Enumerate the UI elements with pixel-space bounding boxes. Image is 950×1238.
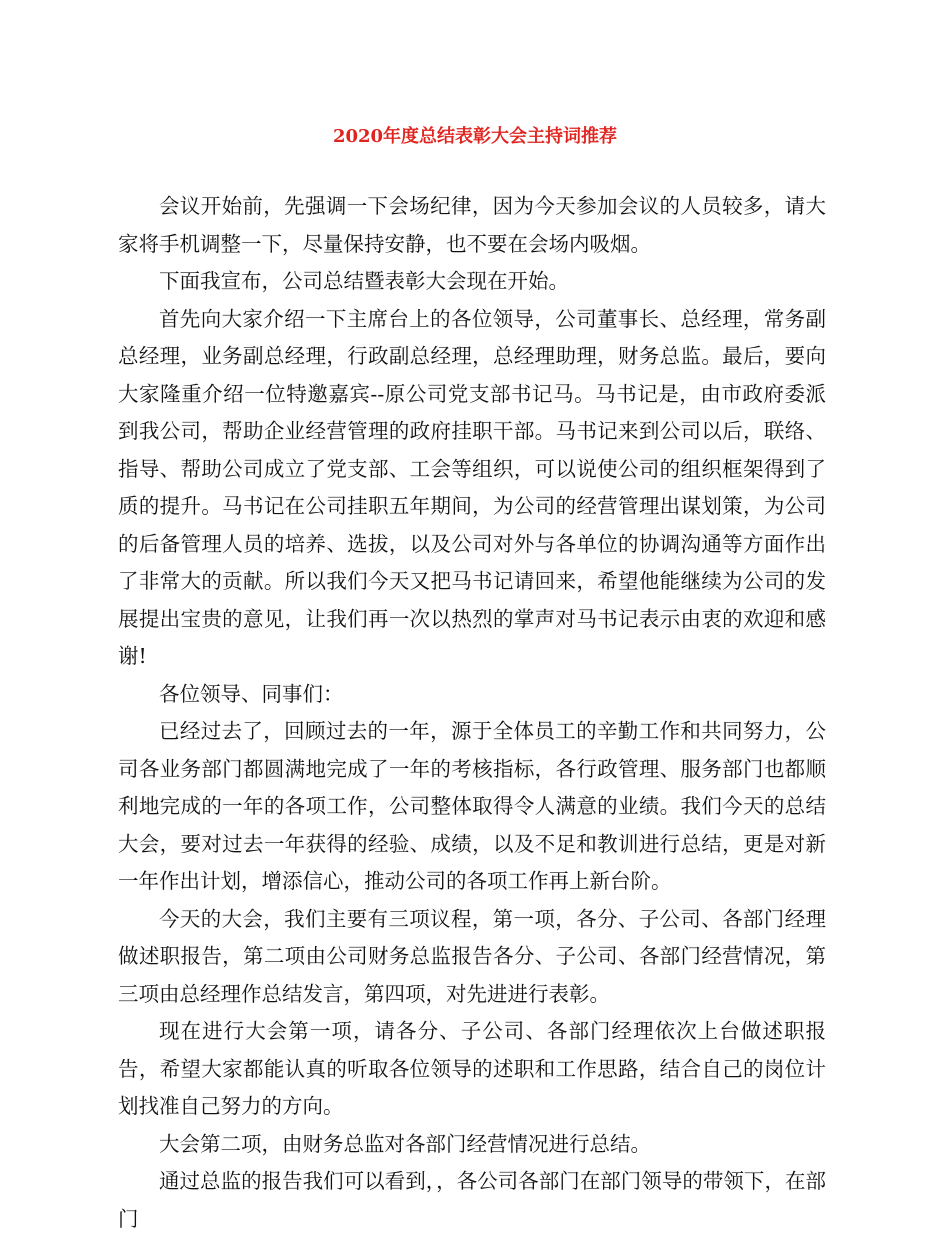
paragraph: 现在进行大会第一项，请各分、子公司、各部门经理依次上台做述职报告，希望大家都能认真的听取各位领导的述职和工作思路，结合自己的岗位计划找准自己努力的方向。 [118, 1019, 826, 1118]
paragraph: 今天的大会，我们主要有三项议程，第一项，各分、子公司、各部门经理做述职报告，第二项由公司财务总监报告各分、子公司、各部门经营情况，第三项由总经理作总结发言，第四项，对先进进行表彰。 [118, 906, 826, 1006]
paragraph: 通过总监的报告我们可以看到，，各公司各部门在部门领导的带领下，在部门 [118, 1169, 826, 1231]
document-title: 2020年度总结表彰大会主持词推荐 [332, 126, 618, 147]
paragraph: 会议开始前，先强调一下会场纪律，因为今天参加会议的人员较多，请大家将手机调整一下，尽量保持安静，也不要在会场内吸烟。 [118, 194, 826, 256]
paragraph: 大会第二项，由财务总监对各部门经营情况进行总结。 [159, 1131, 651, 1156]
paragraph: 各位领导、同事们： [159, 681, 344, 706]
document-body [118, 188, 826, 1238]
paragraph: 下面我宣布，公司总结暨表彰大会现在开始。 [159, 269, 569, 293]
paragraph: 首先向大家介绍一下主席台上的各位领导，公司董事长、总经理，常务副总经理，业务副总经理，行政副总经理，总经理助理，财务总监。最后，要向大家隆重介绍一位特邀嘉宾--原公司党支部书记马。马书记是，由市政府委派到我公司，帮助企业经营管理的政府挂职干部。马书记来到公司以后，联络、指导、帮助公司成立了党支部、工会等组织，可以说使公司的组织框架得到了质的提升。马书记在公司挂职五年期间，为公司的经营管理出谋划策，为公司的后备管理人员的培养、选拔，以及公司对外与各单位的协调沟通等方面作出了非常大的贡献。所以我们今天又把马书记请回来，希望他能继续为公司的发展提出宝贵的意见，让我们再一次以热烈的掌声对马书记表示由衷的欢迎和感谢! [118, 306, 826, 668]
paragraph: 已经过去了，回顾过去的一年，源于全体员工的辛勤工作和共同努力，公司各业务部门都圆满地完成了一年的考核指标，各行政管理、服务部门也都顺利地完成的一年的各项工作，公司整体取得令人满意的业绩。我们今天的总结大会，要对过去一年获得的经验、成绩，以及不足和教训进行总结，更是对新一年作出计划，增添信心，推动公司的各项工作再上新台阶。 [118, 719, 826, 893]
